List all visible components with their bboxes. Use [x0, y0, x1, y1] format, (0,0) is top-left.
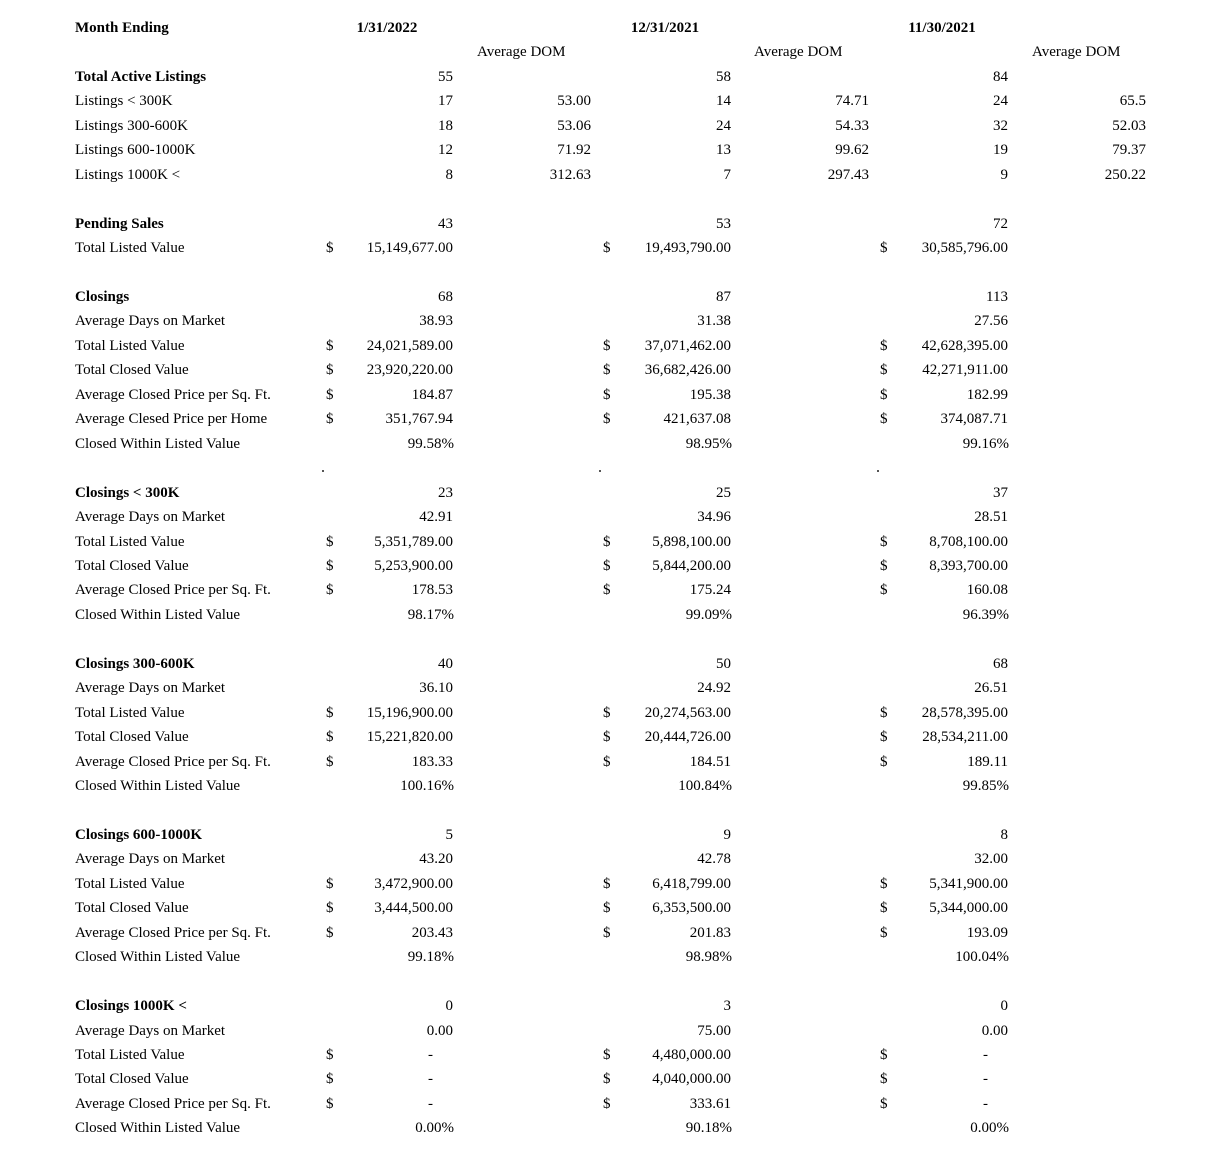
average-dom-value: 297.43: [827, 167, 869, 183]
section-count: 8: [1000, 827, 1008, 843]
dollar-sign: $: [326, 705, 334, 721]
cell-value: 99.85%: [962, 778, 1009, 794]
cell-value: 20,444,726.00: [644, 729, 731, 745]
cell-value: 38.93: [419, 313, 453, 329]
dollar-sign: $: [603, 362, 611, 378]
listing-count: 84: [993, 69, 1008, 85]
cell-value: 15,221,820.00: [366, 729, 453, 745]
cell-value: 351,767.94: [385, 411, 453, 427]
dollar-sign: $: [603, 925, 611, 941]
row-label: Average Closed Price per Sq. Ft.: [75, 754, 271, 770]
cell-value: 100.84%: [678, 778, 732, 794]
cell-value: 42,271,911.00: [922, 362, 1008, 378]
row-label: Average Days on Market: [75, 1023, 226, 1039]
dollar-sign: $: [326, 558, 334, 574]
average-dom-value: 65.5: [1119, 93, 1146, 109]
section-data-row: [0, 896, 1224, 920]
active-listing-row: [0, 163, 1224, 187]
section-data-row: [0, 945, 1224, 969]
cell-value: 178.53: [411, 582, 453, 598]
cell-value: -: [983, 1071, 988, 1087]
row-label: Listings < 300K: [75, 93, 173, 109]
cell-value: 5,341,900.00: [929, 876, 1008, 892]
section-count: 50: [716, 656, 731, 672]
dollar-sign: $: [326, 900, 334, 916]
section-count: 40: [438, 656, 453, 672]
section-count: 5: [445, 827, 453, 843]
dom-header-1: Average DOM: [477, 44, 566, 60]
cell-value: -: [428, 1096, 433, 1112]
row-label: Average Days on Market: [75, 509, 226, 525]
cell-value: 4,480,000.00: [652, 1047, 731, 1063]
cell-value: 90.18%: [685, 1120, 732, 1136]
listing-count: 7: [723, 167, 731, 183]
cell-value: 26.51: [974, 680, 1008, 696]
section-title-row: [0, 481, 1224, 505]
listing-count: 24: [716, 118, 731, 134]
section-data-row: [0, 603, 1224, 627]
cell-value: 8,393,700.00: [929, 558, 1008, 574]
dollar-sign: $: [880, 729, 888, 745]
dom-header-row: [0, 40, 1224, 64]
row-label: Total Closed Value: [75, 900, 189, 916]
section-data-row: [0, 530, 1224, 554]
section-title: Pending Sales: [75, 216, 164, 232]
average-dom-value: 312.63: [549, 167, 591, 183]
cell-value: 6,418,799.00: [652, 876, 731, 892]
row-label: Average Closed Price per Sq. Ft.: [75, 582, 271, 598]
section-count: 68: [993, 656, 1008, 672]
cell-value: 4,040,000.00: [652, 1071, 731, 1087]
cell-value: 32.00: [974, 851, 1008, 867]
cell-value: 5,344,000.00: [929, 900, 1008, 916]
cell-value: 5,844,200.00: [652, 558, 731, 574]
section-data-row: [0, 505, 1224, 529]
dollar-sign: $: [880, 754, 888, 770]
section-data-row: [0, 1019, 1224, 1043]
cell-value: 42.78: [697, 851, 731, 867]
dollar-sign: $: [880, 582, 888, 598]
cell-value: 15,149,677.00: [366, 240, 453, 256]
dollar-sign: $: [880, 876, 888, 892]
dollar-sign: $: [603, 1096, 611, 1112]
dollar-sign: $: [326, 1047, 334, 1063]
dollar-sign: $: [603, 411, 611, 427]
section-count: 68: [438, 289, 453, 305]
active-listing-row: [0, 89, 1224, 113]
cell-value: 99.58%: [407, 436, 454, 452]
dollar-sign: $: [880, 558, 888, 574]
cell-value: 37,071,462.00: [644, 338, 731, 354]
cell-value: 184.87: [411, 387, 453, 403]
section-data-row: [0, 847, 1224, 871]
section-title-row: [0, 212, 1224, 236]
section-data-row: [0, 236, 1224, 260]
row-label: Listings 300-600K: [75, 118, 188, 134]
cell-value: 183.33: [411, 754, 453, 770]
section-data-row: [0, 1092, 1224, 1116]
dollar-sign: $: [880, 411, 888, 427]
dollar-sign: $: [880, 1096, 888, 1112]
section-data-row: [0, 921, 1224, 945]
section-count: 87: [716, 289, 731, 305]
listing-count: 19: [993, 142, 1008, 158]
row-label: Closed Within Listed Value: [75, 436, 241, 452]
section-data-row: [0, 334, 1224, 358]
dollar-sign: $: [880, 240, 888, 256]
cell-value: 19,493,790.00: [644, 240, 731, 256]
dollar-sign: $: [603, 558, 611, 574]
dollar-sign: $: [326, 240, 334, 256]
dollar-sign: $: [880, 362, 888, 378]
section-title-row: [0, 652, 1224, 676]
row-label: Total Listed Value: [75, 240, 185, 256]
section-data-row: [0, 872, 1224, 896]
section-title-row: [0, 994, 1224, 1018]
row-label: Total Closed Value: [75, 558, 189, 574]
dollar-sign: $: [603, 582, 611, 598]
listing-count: 18: [438, 118, 453, 134]
cell-value: 99.18%: [407, 949, 454, 965]
cell-value: 96.39%: [962, 607, 1009, 623]
cell-value: 6,353,500.00: [652, 900, 731, 916]
section-count: 53: [716, 216, 731, 232]
cell-value: 182.99: [966, 387, 1008, 403]
section-data-row: [0, 701, 1224, 725]
section-count: 37: [993, 485, 1008, 501]
dollar-sign: $: [880, 338, 888, 354]
cell-value: 184.51: [689, 754, 731, 770]
cell-value: -: [428, 1071, 433, 1087]
dollar-sign: $: [603, 705, 611, 721]
section-count: 43: [438, 216, 453, 232]
cell-value: 99.16%: [962, 436, 1009, 452]
row-label: Closed Within Listed Value: [75, 949, 241, 965]
cell-value: 3,472,900.00: [374, 876, 453, 892]
dollar-sign: $: [326, 338, 334, 354]
section-data-row: [0, 1067, 1224, 1091]
artifact-tick: [877, 470, 879, 472]
month-header-1: 1/31/2022: [356, 20, 418, 36]
dollar-sign: $: [326, 534, 334, 550]
dollar-sign: $: [326, 582, 334, 598]
row-label: Average Closed Price per Sq. Ft.: [75, 1096, 271, 1112]
dollar-sign: $: [603, 387, 611, 403]
dom-header-3: Average DOM: [1032, 44, 1121, 60]
section-count: 0: [445, 998, 453, 1014]
dollar-sign: $: [326, 1096, 334, 1112]
listing-count: 13: [716, 142, 731, 158]
average-dom-value: 74.71: [835, 93, 869, 109]
section-data-row: [0, 358, 1224, 382]
dollar-sign: $: [603, 729, 611, 745]
row-label: Average Clesed Price per Home: [75, 411, 268, 427]
month-ending-label: Month Ending: [75, 20, 169, 36]
section-count: 23: [438, 485, 453, 501]
cell-value: 15,196,900.00: [366, 705, 453, 721]
cell-value: 160.08: [966, 582, 1008, 598]
section-data-row: [0, 750, 1224, 774]
cell-value: 27.56: [974, 313, 1008, 329]
row-label: Average Closed Price per Sq. Ft.: [75, 387, 271, 403]
average-dom-value: 99.62: [835, 142, 869, 158]
section-count: 25: [716, 485, 731, 501]
cell-value: 100.16%: [400, 778, 454, 794]
dollar-sign: $: [603, 900, 611, 916]
section-title: Closings: [75, 289, 130, 305]
dollar-sign: $: [326, 925, 334, 941]
cell-value: 100.04%: [955, 949, 1009, 965]
dollar-sign: $: [880, 1047, 888, 1063]
cell-value: 34.96: [697, 509, 731, 525]
cell-value: 201.83: [689, 925, 731, 941]
listing-count: 8: [445, 167, 453, 183]
dollar-sign: $: [326, 729, 334, 745]
cell-value: -: [428, 1047, 433, 1063]
cell-value: 98.98%: [685, 949, 732, 965]
row-label: Listings 600-1000K: [75, 142, 196, 158]
cell-value: 24,021,589.00: [366, 338, 453, 354]
dollar-sign: $: [880, 387, 888, 403]
active-listing-row: [0, 65, 1224, 89]
row-label: Average Days on Market: [75, 313, 226, 329]
section-data-row: [0, 432, 1224, 456]
cell-value: 333.61: [689, 1096, 731, 1112]
section-title: Closings < 300K: [75, 485, 180, 501]
dollar-sign: $: [326, 411, 334, 427]
section-data-row: [0, 309, 1224, 333]
dollar-sign: $: [326, 1071, 334, 1087]
section-count: 9: [723, 827, 731, 843]
dom-header-2: Average DOM: [754, 44, 843, 60]
cell-value: 42.91: [419, 509, 453, 525]
cell-value: 28,534,211.00: [922, 729, 1008, 745]
dollar-sign: $: [880, 1071, 888, 1087]
dollar-sign: $: [603, 1047, 611, 1063]
section-data-row: [0, 383, 1224, 407]
dollar-sign: $: [880, 925, 888, 941]
section-data-row: [0, 407, 1224, 431]
cell-value: 42,628,395.00: [921, 338, 1008, 354]
section-title: Closings 600-1000K: [75, 827, 203, 843]
dollar-sign: $: [326, 754, 334, 770]
average-dom-value: 79.37: [1112, 142, 1146, 158]
cell-value: 195.38: [689, 387, 731, 403]
dollar-sign: $: [603, 1071, 611, 1087]
section-data-row: [0, 578, 1224, 602]
active-listing-row: [0, 114, 1224, 138]
cell-value: 193.09: [966, 925, 1008, 941]
section-count: 72: [993, 216, 1008, 232]
row-label: Average Days on Market: [75, 680, 226, 696]
dollar-sign: $: [603, 240, 611, 256]
cell-value: 0.00%: [415, 1120, 454, 1136]
active-listing-row: [0, 138, 1224, 162]
cell-value: 3,444,500.00: [374, 900, 453, 916]
row-label: Total Listed Value: [75, 338, 185, 354]
cell-value: 23,920,220.00: [366, 362, 453, 378]
cell-value: 36,682,426.00: [644, 362, 731, 378]
cell-value: 189.11: [967, 754, 1008, 770]
section-data-row: [0, 554, 1224, 578]
section-count: 113: [986, 289, 1008, 305]
section-data-row: [0, 1043, 1224, 1067]
cell-value: 8,708,100.00: [929, 534, 1008, 550]
row-label: Listings 1000K <: [75, 167, 181, 183]
listing-count: 58: [716, 69, 731, 85]
cell-value: 28,578,395.00: [921, 705, 1008, 721]
cell-value: 5,351,789.00: [374, 534, 453, 550]
row-label: Total Closed Value: [75, 729, 189, 745]
average-dom-value: 53.06: [557, 118, 591, 134]
listing-count: 24: [993, 93, 1008, 109]
dollar-sign: $: [603, 534, 611, 550]
cell-value: 20,274,563.00: [644, 705, 731, 721]
cell-value: 374,087.71: [940, 411, 1008, 427]
dollar-sign: $: [603, 876, 611, 892]
section-data-row: [0, 725, 1224, 749]
cell-value: 5,898,100.00: [652, 534, 731, 550]
dollar-sign: $: [880, 534, 888, 550]
row-label: Closed Within Listed Value: [75, 1120, 241, 1136]
section-count: 0: [1000, 998, 1008, 1014]
cell-value: 31.38: [697, 313, 731, 329]
section-title: Closings 300-600K: [75, 656, 195, 672]
row-label: Total Closed Value: [75, 362, 189, 378]
section-title: Closings 1000K <: [75, 998, 187, 1014]
dollar-sign: $: [880, 900, 888, 916]
section-title-row: [0, 823, 1224, 847]
cell-value: 24.92: [697, 680, 731, 696]
section-count: 3: [723, 998, 731, 1014]
average-dom-value: 52.03: [1112, 118, 1146, 134]
dollar-sign: $: [880, 705, 888, 721]
cell-value: 421,637.08: [663, 411, 731, 427]
row-label: Average Days on Market: [75, 851, 226, 867]
section-data-row: [0, 676, 1224, 700]
month-header-3: 11/30/2021: [908, 20, 976, 36]
dollar-sign: $: [326, 362, 334, 378]
average-dom-value: 250.22: [1104, 167, 1146, 183]
row-label: Total Listed Value: [75, 705, 185, 721]
section-data-row: [0, 1116, 1224, 1140]
header-row: [0, 16, 1224, 40]
row-label: Total Listed Value: [75, 534, 185, 550]
average-dom-value: 53.00: [557, 93, 591, 109]
row-label: Closed Within Listed Value: [75, 778, 241, 794]
cell-value: 0.00%: [970, 1120, 1009, 1136]
average-dom-value: 71.92: [557, 142, 591, 158]
cell-value: -: [983, 1096, 988, 1112]
row-label: Total Closed Value: [75, 1071, 189, 1087]
cell-value: 5,253,900.00: [374, 558, 453, 574]
section-data-row: [0, 774, 1224, 798]
cell-value: 28.51: [974, 509, 1008, 525]
cell-value: 75.00: [697, 1023, 731, 1039]
row-label: Total Listed Value: [75, 876, 185, 892]
dollar-sign: $: [603, 338, 611, 354]
row-label: Total Active Listings: [75, 69, 207, 85]
dollar-sign: $: [603, 754, 611, 770]
cell-value: 30,585,796.00: [921, 240, 1008, 256]
cell-value: 98.95%: [685, 436, 732, 452]
listing-count: 32: [993, 118, 1008, 134]
month-header-2: 12/31/2021: [630, 20, 700, 36]
cell-value: 203.43: [411, 925, 453, 941]
listing-count: 9: [1000, 167, 1008, 183]
cell-value: -: [983, 1047, 988, 1063]
artifact-tick: [599, 470, 601, 472]
section-title-row: [0, 285, 1224, 309]
cell-value: 0.00: [981, 1023, 1008, 1039]
cell-value: 175.24: [689, 582, 731, 598]
average-dom-value: 54.33: [835, 118, 869, 134]
artifact-tick: [322, 470, 324, 472]
cell-value: 43.20: [419, 851, 453, 867]
dollar-sign: $: [326, 876, 334, 892]
listing-count: 55: [438, 69, 453, 85]
row-label: Closed Within Listed Value: [75, 607, 241, 623]
row-label: Total Listed Value: [75, 1047, 185, 1063]
cell-value: 98.17%: [407, 607, 454, 623]
dollar-sign: $: [326, 387, 334, 403]
row-label: Average Closed Price per Sq. Ft.: [75, 925, 271, 941]
listing-count: 17: [438, 93, 453, 109]
listing-count: 14: [716, 93, 731, 109]
listing-count: 12: [438, 142, 453, 158]
cell-value: 0.00: [426, 1023, 453, 1039]
cell-value: 99.09%: [685, 607, 732, 623]
cell-value: 36.10: [419, 680, 453, 696]
